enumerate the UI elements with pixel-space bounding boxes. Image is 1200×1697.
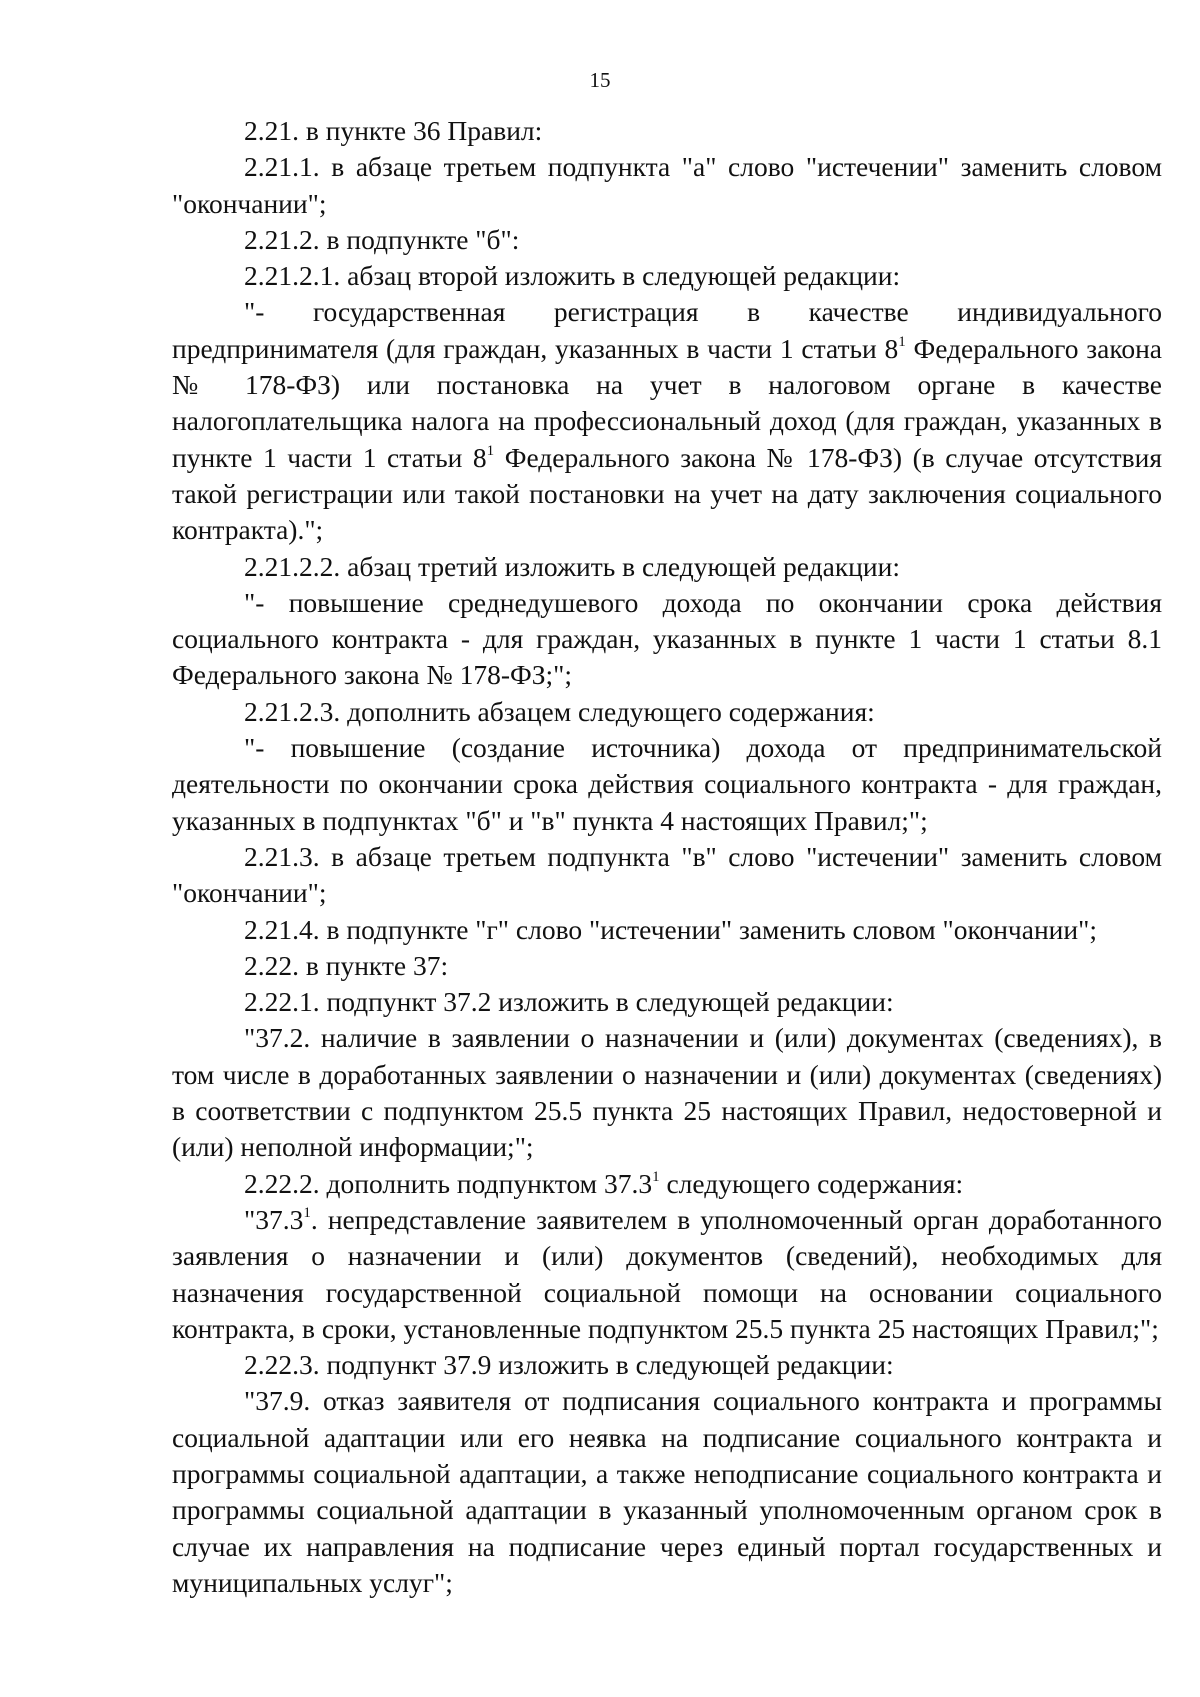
paragraph: 2.22. в пункте 37:	[244, 949, 449, 981]
paragraph: 2.21.2.2. абзац третий изложить в следующей редакции:	[244, 550, 900, 582]
superscript: 1	[303, 1204, 311, 1221]
paragraph: "37.2. наличие в заявлении о назначении и (или) документах (сведениях), в том числе в доработанных заявлении о назначении и (или) документах (сведениях) в соответствии с подпунктом 25.5 пункта 25 настоящих Правил, недостоверной и (или) неполной информации;";	[172, 1022, 1162, 1163]
document-body	[172, 113, 1162, 1601]
paragraph: 2.21.2.3. дополнить абзацем следующего содержания:	[244, 695, 875, 727]
paragraph	[172, 1166, 1162, 1202]
paragraph: "- повышение (создание источника) дохода от предпринимательской деятельности по окончании срока действия социального контракта - для граждан, указанных в подпунктах "б" и "в" пункта 4 настоящих Правил;";	[172, 732, 1162, 836]
superscript: 1	[652, 1168, 660, 1185]
paragraph: 2.21. в пункте 36 Правил:	[244, 115, 543, 146]
paragraph: 2.21.1. в абзаце третьем подпункта "а" слово "истечении" заменить словом "окончании";	[172, 151, 1162, 219]
paragraph: 2.21.2.1. абзац второй изложить в следующей редакции:	[244, 260, 901, 292]
text-run: 2.22.2. дополнить подпунктом 37.3	[244, 1167, 653, 1199]
text-run: следующего содержания:	[659, 1167, 964, 1199]
paragraph: "37.9. отказ заявителя от подписания социального контракта и программы социальной адаптации или его неявка на подписание социального контракта и программы социальной адаптации, а также неподписание социального контракта и программы социальной адаптации в указанный уполномоченным органом срок в случае их направления на подписание через единый портал государственных и муниципальных услуг";	[172, 1385, 1162, 1598]
page-number: 15	[589, 68, 611, 92]
paragraph: 2.22.1. подпункт 37.2 изложить в следующей редакции:	[244, 986, 894, 1018]
paragraph: 2.21.3. в абзаце третьем подпункта "в" слово "истечении" заменить словом "окончании";	[172, 840, 1162, 909]
superscript: 1	[898, 333, 906, 350]
paragraph	[172, 294, 1162, 548]
text-run: "37.3	[244, 1203, 304, 1235]
paragraph	[172, 1202, 1162, 1347]
paragraph: 2.22.3. подпункт 37.9 изложить в следующей редакции:	[244, 1349, 894, 1381]
text-run: "- государственная регистрация в качестве индивидуального предпринимателя (для граждан, указанных в части 1 статьи 8	[172, 296, 1162, 364]
paragraph: "- повышение среднедушевого дохода по окончании срока действия социального контракта - для граждан, указанных в пункте 1 части 1 статьи 8.1 Федерального закона № 178-ФЗ;";	[172, 586, 1162, 691]
paragraph: 2.21.2. в подпункте "б":	[244, 223, 520, 255]
superscript: 1	[486, 442, 495, 459]
paragraph: 2.21.4. в подпункте "г" слово "истечении" заменить словом "окончании";	[244, 913, 1097, 945]
text-run: . непредставление заявителем в уполномоченный орган доработанного заявления о назначении и (или) документов (сведений), необходимых для назначения государственной социальной помощи на основании социального контракта, в сроки, установленные подпунктом 25.5 пункта 25 настоящих Правил;";	[172, 1203, 1162, 1344]
text-run: Федерального закона № 178-ФЗ) (в случае отсутствия такой регистрации или такой постановки на учет на дату заключения социального контракта).";	[172, 441, 1162, 546]
text-run: Федерального закона № 178-ФЗ) или постановка на учет в налоговом органе в качестве налогоплательщика налога на профессиональный доход (для граждан, указанных в пункте 1 части 1 статьи 8	[172, 332, 1162, 473]
